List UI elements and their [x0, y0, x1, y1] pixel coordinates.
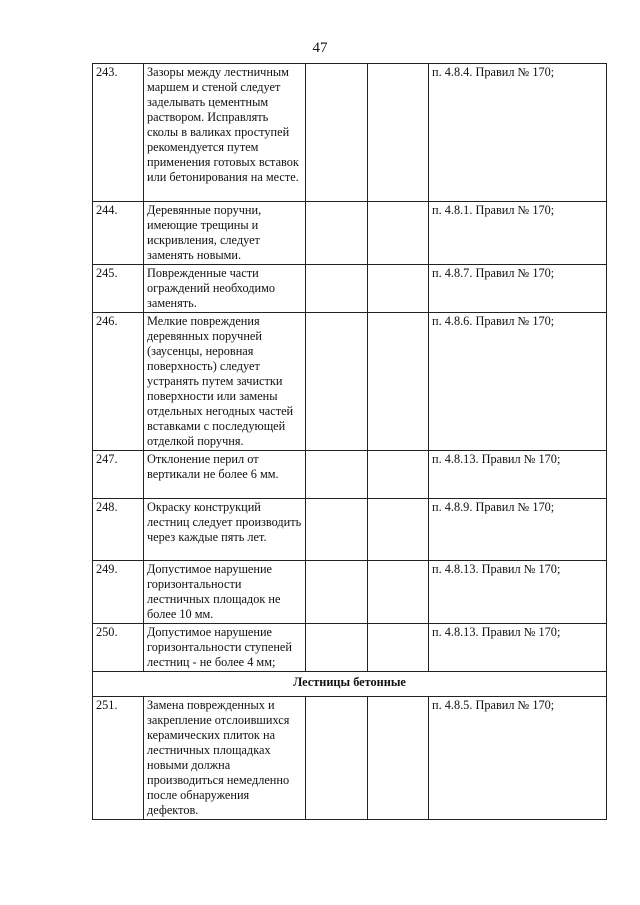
empty-cell	[368, 265, 429, 313]
empty-cell	[368, 697, 429, 820]
empty-cell	[306, 313, 368, 451]
page-number: 47	[312, 40, 328, 56]
row-reference: п. 4.8.13. Правил № 170;	[429, 451, 607, 499]
row-number: 248.	[93, 499, 144, 561]
section-title: Лестницы бетонные	[93, 672, 607, 697]
section-header-row	[93, 672, 607, 697]
empty-cell	[306, 499, 368, 561]
row-reference: п. 4.8.1. Правил № 170;	[429, 202, 607, 265]
table-row	[93, 265, 607, 313]
row-reference: п. 4.8.4. Правил № 170;	[429, 64, 607, 202]
row-number: 247.	[93, 451, 144, 499]
row-requirement: Поврежденные части ограждений необходимо заменять.	[144, 265, 306, 313]
row-requirement: Деревянные поручни, имеющие трещины и искривления, следует заменять новыми.	[144, 202, 306, 265]
row-requirement: Отклонение перил от вертикали не более 6 мм.	[144, 451, 306, 499]
row-requirement: Допустимое нарушение горизонтальности ступеней лестниц - не более 4 мм;	[144, 624, 306, 672]
row-requirement: Допустимое нарушение горизонтальности лестничных площадок не более 10 мм.	[144, 561, 306, 624]
empty-cell	[306, 624, 368, 672]
empty-cell	[368, 202, 429, 265]
row-number: 249.	[93, 561, 144, 624]
row-reference: п. 4.8.7. Правил № 170;	[429, 265, 607, 313]
table-row	[93, 499, 607, 561]
row-reference: п. 4.8.6. Правил № 170;	[429, 313, 607, 451]
row-requirement: Мелкие повреждения деревянных поручней (заусенцы, неровная поверхность) следует устранять путем зачистки поверхности или замены отдельных негодных частей вставками с последующей отделкой поручня.	[144, 313, 306, 451]
table-row	[93, 561, 607, 624]
table-row	[93, 451, 607, 499]
row-number: 245.	[93, 265, 144, 313]
empty-cell	[306, 265, 368, 313]
row-number: 250.	[93, 624, 144, 672]
empty-cell	[368, 64, 429, 202]
row-reference: п. 4.8.5. Правил № 170;	[429, 697, 607, 820]
table-row	[93, 624, 607, 672]
row-number: 251.	[93, 697, 144, 820]
empty-cell	[368, 313, 429, 451]
table-row	[93, 313, 607, 451]
table-row	[93, 64, 607, 202]
row-reference: п. 4.8.13. Правил № 170;	[429, 624, 607, 672]
row-number: 243.	[93, 64, 144, 202]
regulations-table	[92, 63, 607, 820]
row-requirement: Зазоры между лестничным маршем и стеной следует заделывать цементным раствором. Исправлять сколы в валиках проступей рекомендуется путем применения готовых вставок или бетонирования на месте.	[144, 64, 306, 202]
row-number: 244.	[93, 202, 144, 265]
empty-cell	[306, 202, 368, 265]
empty-cell	[306, 451, 368, 499]
table-row	[93, 697, 607, 820]
empty-cell	[368, 499, 429, 561]
row-requirement: Замена поврежденных и закрепление отслоившихся керамических плиток на лестничных площадках новыми должна производиться немедленно после обнаружения дефектов.	[144, 697, 306, 820]
empty-cell	[306, 697, 368, 820]
row-reference: п. 4.8.9. Правил № 170;	[429, 499, 607, 561]
row-requirement: Окраску конструкций лестниц следует производить через каждые пять лет.	[144, 499, 306, 561]
row-number: 246.	[93, 313, 144, 451]
row-reference: п. 4.8.13. Правил № 170;	[429, 561, 607, 624]
empty-cell	[368, 561, 429, 624]
empty-cell	[306, 64, 368, 202]
table-row	[93, 202, 607, 265]
empty-cell	[368, 451, 429, 499]
empty-cell	[368, 624, 429, 672]
empty-cell	[306, 561, 368, 624]
